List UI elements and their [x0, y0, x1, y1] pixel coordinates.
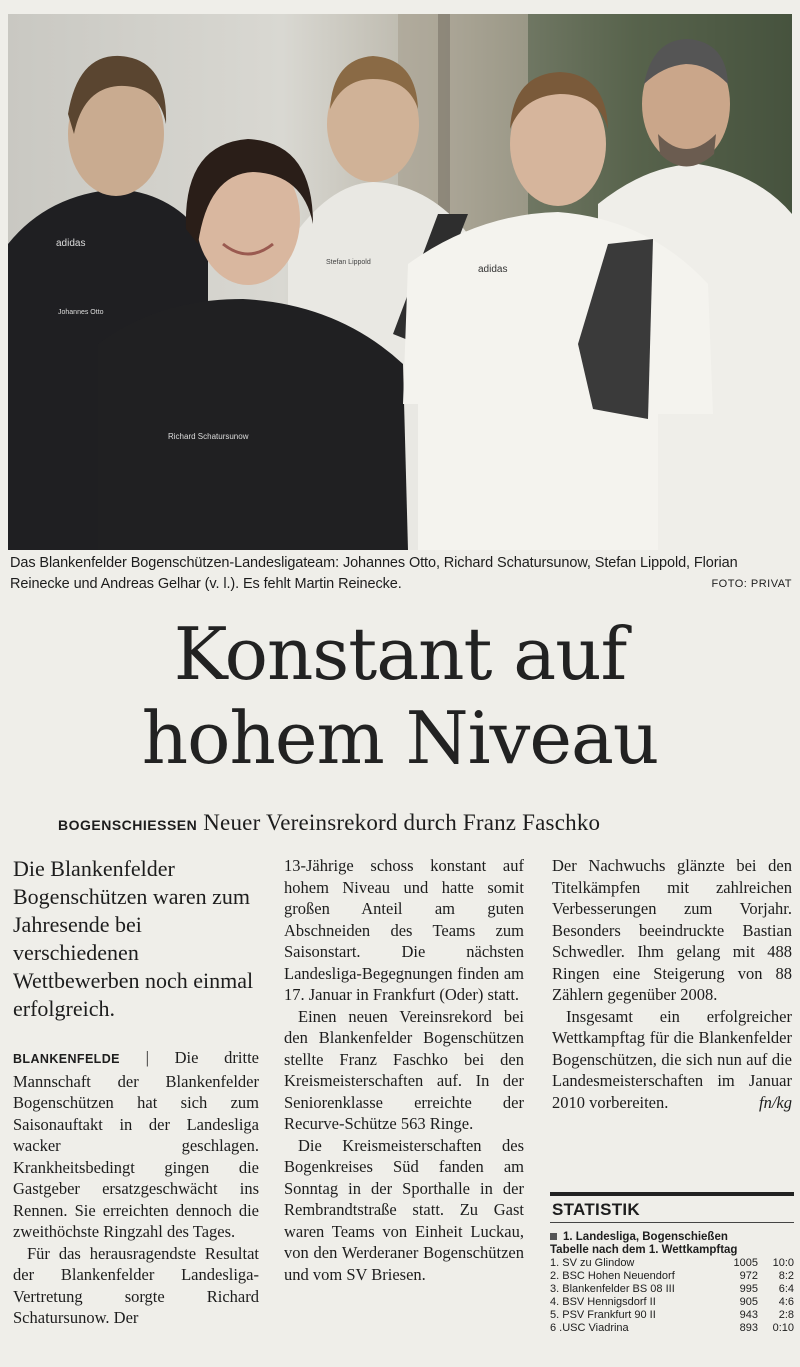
section-kicker: BOGENSCHIESSEN	[58, 817, 198, 833]
team-points: 10:0	[772, 1257, 794, 1269]
team-name: 6 .USC Viadrina	[550, 1322, 629, 1334]
author-initials: fn/kg	[759, 1092, 792, 1112]
statistik-heading-2: Tabelle nach dem 1. Wettkampftag	[550, 1244, 738, 1256]
statistik-heading-1: 1. Landesliga, Bogenschießen	[563, 1231, 728, 1243]
bullet-square-icon	[550, 1233, 557, 1240]
article-paragraph-3: 13-Jährige schoss konstant auf hohem Niveau und hatte somit großen Anteil am guten Abschneiden des Teams zum Saisonstart. Die nächsten Landesliga-Begegnungen finden am 17. Januar in Frankfurt (Oder) statt.	[284, 856, 524, 1004]
article-paragraph-7	[552, 1006, 792, 1114]
statistik-box	[550, 1192, 794, 1335]
team-name: 5. PSV Frankfurt 90 II	[550, 1309, 656, 1321]
jersey-brand-1: adidas	[56, 238, 86, 249]
jersey-name-stefan: Stefan Lippold	[326, 259, 371, 266]
subhead-text: Neuer Vereinsrekord durch Franz Faschko	[203, 810, 601, 835]
article-column-3	[552, 855, 792, 1113]
table-row	[550, 1270, 794, 1283]
team-points: 8:2	[778, 1270, 794, 1282]
dateline: BLANKENFELDE	[13, 1052, 120, 1066]
photo-credit: FOTO: PRIVAT	[711, 578, 792, 590]
statistik-title: STATISTIK	[550, 1192, 794, 1223]
article-paragraph-1: BLANKENFELDE | Die dritte Mannschaft der Blankenfelder Bogenschützen hat sich zum Saisonauftakt in der Landesliga wacker geschlagen. Krankheitsbedingt gingen die Gastgeber ersatzgeschwächt ins Rennen. Sie erreichten dennoch die zweithöchste Ringzahl des Tages.	[13, 1048, 259, 1241]
paragraph-1-text: Die dritte Mannschaft der Blankenfelder Bogenschützen hat sich zum Saisonauftakt in der Landesliga wacker geschlagen. Krankheitsbedingt gingen die Gastgeber ersatzgeschwächt ins Rennen. Sie erreichten dennoch die zweithöchste Ringzahl des Tages.	[13, 1048, 259, 1241]
table-row	[550, 1322, 794, 1335]
article-column-2	[284, 855, 524, 1285]
jersey-name-johannes: Johannes Otto	[58, 309, 104, 316]
headline	[0, 612, 800, 780]
team-score: 893	[739, 1322, 758, 1334]
article-lead: Die Blankenfelder Bogenschützen waren zum Jahresende bei verschiedenen Wettbewerben noch einmal erfolgreich.	[13, 856, 254, 1021]
article-paragraph-6: Der Nachwuchs glänzte bei den Titelkämpfen mit zahlreichen Verbesserungen zum Vorjahr. Besonders beeindruckte Bastian Schwedler. Ihm gelang mit 488 Ringen eine Steigerung von 88 Zählern gegenüber 2008.	[552, 856, 792, 1004]
team-score: 995	[739, 1283, 758, 1295]
headline-line-2: hohem Niveau	[141, 696, 659, 780]
team-score: 943	[739, 1309, 758, 1321]
jersey-name-richard: Richard Schatursunow	[168, 432, 249, 441]
team-name: 2. BSC Hohen Neuendorf	[550, 1270, 675, 1282]
headline-line-1: Konstant auf	[173, 612, 627, 696]
article-paragraph-2: Für das herausragendste Resultat der Blankenfelder Landesliga-Vertretung sorgte Richard Schatursunow. Der	[13, 1243, 259, 1327]
team-points: 2:8	[778, 1309, 794, 1321]
team-score: 1005	[733, 1257, 758, 1269]
article-paragraph-4: Einen neuen Vereinsrekord bei den Blankenfelder Bogenschützen stellte Franz Faschko bei den Kreismeisterschaften auf. In der Seniorenklasse erreichte der Recurve-Schütze 563 Ringe.	[284, 1006, 524, 1133]
statistik-heading	[550, 1231, 794, 1257]
team-score: 972	[739, 1270, 758, 1282]
team-score: 905	[739, 1296, 758, 1308]
team-photo	[8, 14, 792, 550]
paragraph-7-text: Insgesamt ein erfolgreicher Wettkampftag für die Blankenfelder Bogenschützen, die sich nun auf die Landesmeisterschaften im Januar 2010 vorbereiten.	[552, 1006, 792, 1112]
table-row	[550, 1283, 794, 1296]
table-row	[550, 1296, 794, 1309]
team-name: 4. BSV Hennigsdorf II	[550, 1296, 656, 1308]
photo-caption	[10, 553, 792, 595]
team-points: 0:10	[772, 1322, 794, 1334]
team-points: 4:6	[778, 1296, 794, 1308]
caption-text: Das Blankenfelder Bogenschützen-Landesligateam: Johannes Otto, Richard Schatursunow, Stefan Lippold, Florian Reinecke und Andreas Gelhar (v. l.). Es fehlt Martin Reinecke.	[10, 555, 738, 592]
team-points: 6:4	[778, 1283, 794, 1295]
table-row	[550, 1309, 794, 1322]
article-column-1	[13, 855, 259, 1329]
jersey-brand-2: adidas	[478, 264, 508, 275]
team-name: 3. Blankenfelder BS 08 III	[550, 1283, 675, 1295]
table-row	[550, 1257, 794, 1270]
article-paragraph-5: Die Kreismeisterschaften des Bogenkreises Süd fanden am Sonntag in der Sporthalle in der Rembrandtstraße statt. Zu Gast waren Teams von Einheit Luckau, von den Werderaner Bogenschützen und vom SV Briesen.	[284, 1135, 524, 1284]
statistik-table	[550, 1257, 794, 1335]
team-name: 1. SV zu Glindow	[550, 1257, 635, 1269]
subhead	[58, 810, 800, 836]
